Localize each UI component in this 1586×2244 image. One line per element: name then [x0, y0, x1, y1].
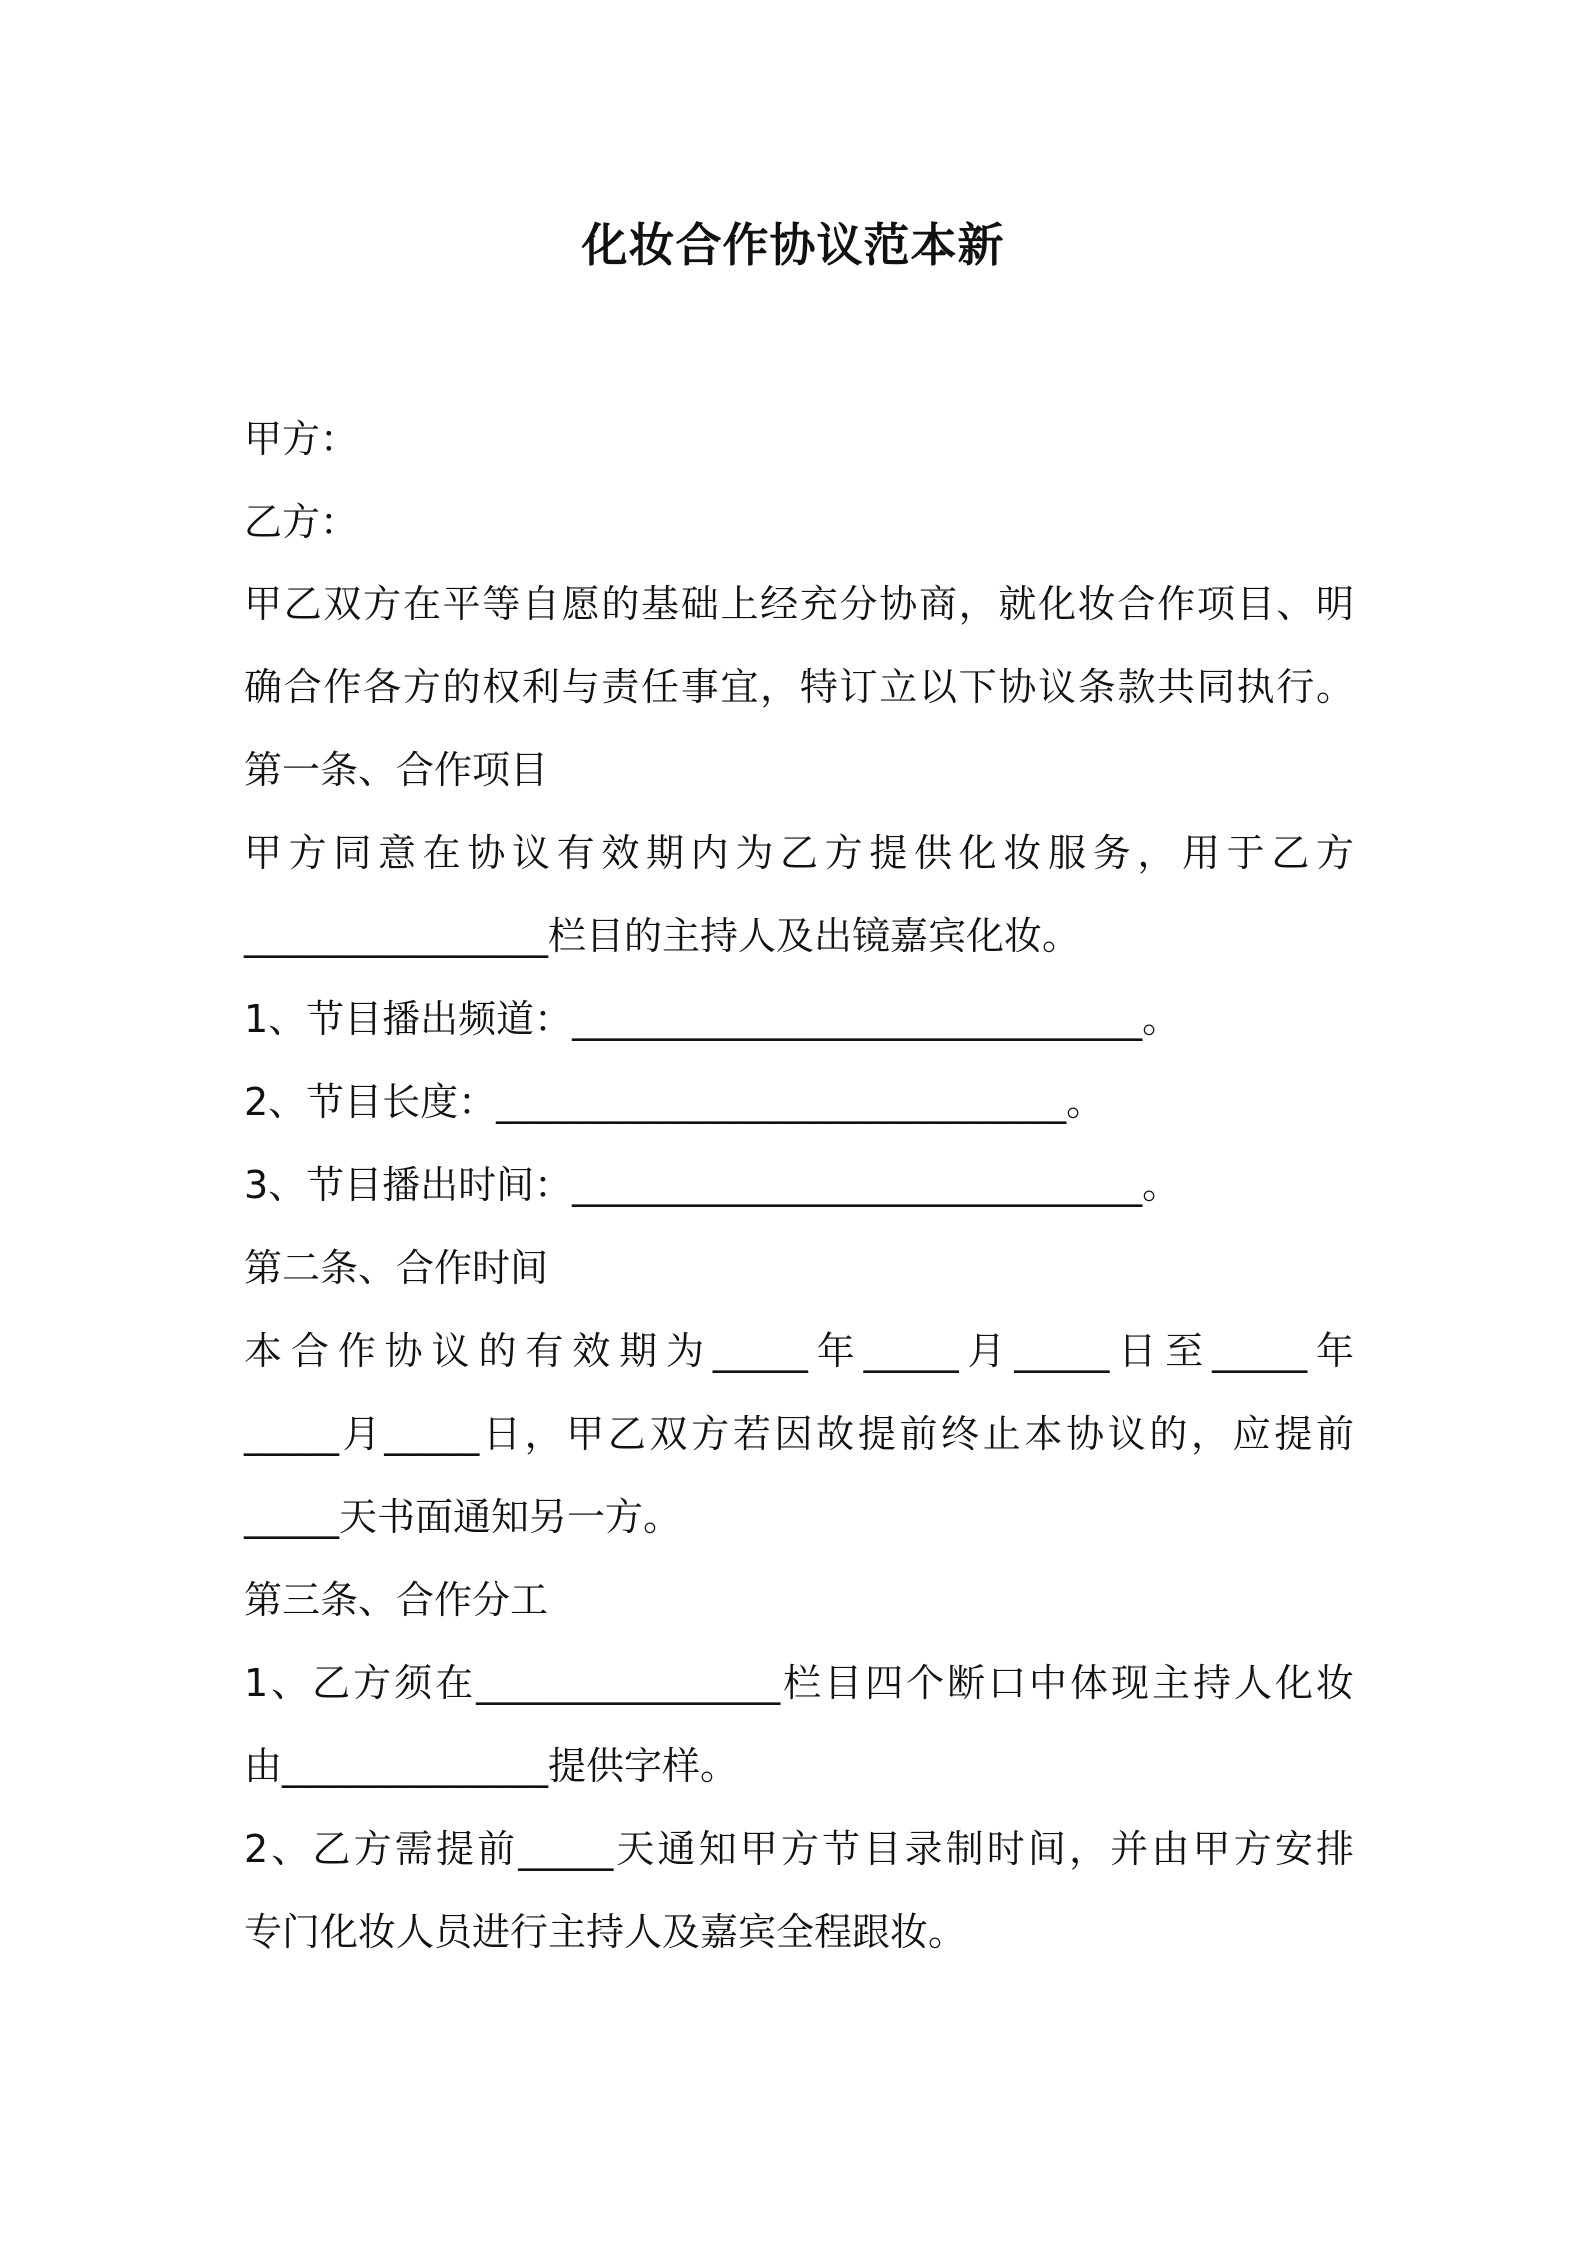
party-b-label: 乙方：: [244, 500, 359, 544]
article-2-text-line-1: 本合作协议的有效期为_____年_____月_____日至_____年: [244, 1329, 1354, 1373]
article-3-item-2-line-1: 2、乙方需提前_____天通知甲方节目录制时间，并由甲方安排: [244, 1827, 1354, 1871]
article-1-item-1: 1、节目播出频道：______________________________。: [244, 997, 1181, 1041]
article-3-item-1-line-1: 1、乙方须在________________栏目四个断口中体现主持人化妆: [244, 1661, 1354, 1705]
article-3-heading: 第三条、合作分工: [244, 1578, 549, 1622]
party-a-label: 甲方：: [244, 417, 359, 461]
preamble-line-1: 甲乙双方在平等自愿的基础上经充分协商，就化妆合作项目、明: [244, 582, 1354, 626]
article-2-text-line-3: _____天书面通知另一方。: [244, 1495, 682, 1539]
article-3-item-2-line-2: 专门化妆人员进行主持人及嘉宾全程跟妆。: [244, 1910, 967, 1954]
preamble-line-2: 确合作各方的权利与责任事宜，特订立以下协议条款共同执行。: [244, 665, 1354, 709]
article-2-text-line-2: _____月_____日，甲乙双方若因故提前终止本协议的，应提前: [244, 1412, 1354, 1456]
article-1-item-3: 3、节目播出时间：______________________________。: [244, 1163, 1181, 1207]
article-1-text-line-1: 甲方同意在协议有效期内为乙方提供化妆服务，用于乙方: [244, 831, 1354, 875]
article-3-item-1-line-2: 由______________提供字样。: [244, 1744, 739, 1788]
document-title: 化妆合作协议范本新: [581, 218, 1005, 272]
article-1-heading: 第一条、合作项目: [244, 748, 549, 792]
article-1-text-line-2: ________________栏目的主持人及出镜嘉宾化妆。: [244, 914, 1081, 958]
article-1-item-2: 2、节目长度：______________________________。: [244, 1080, 1105, 1124]
article-2-heading: 第二条、合作时间: [244, 1246, 549, 1290]
